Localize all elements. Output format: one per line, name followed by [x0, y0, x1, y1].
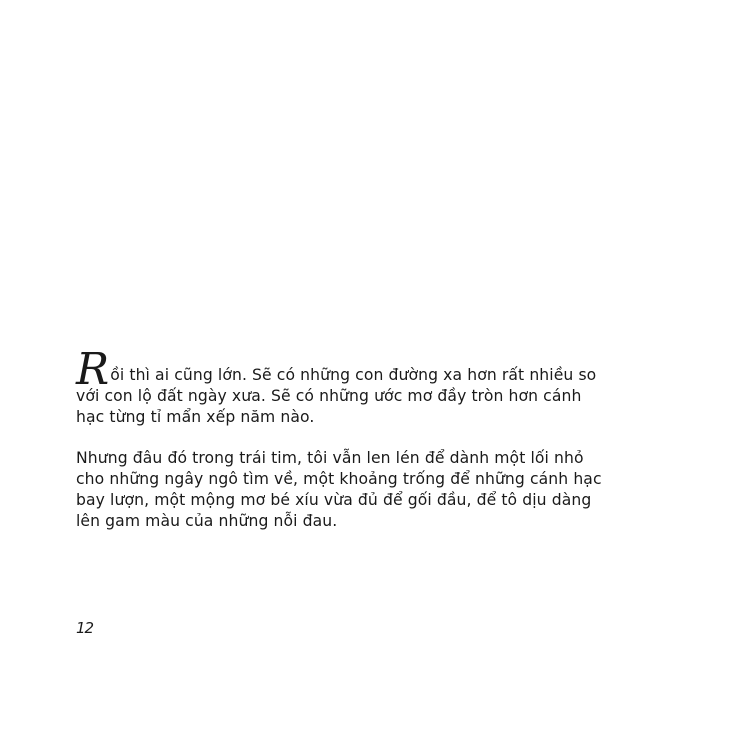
paragraph-2-line-2: cho những ngây ngô tìm về, một khoảng trống để những cánh hạc — [76, 470, 602, 488]
line-text: ồi thì ai cũng lớn. Sẽ có những con đường xa hơn rất nhiều so — [110, 366, 597, 384]
paragraph-2-line-3: bay lượn, một mộng mơ bé xíu vừa đủ để gối đầu, để tô dịu dàng — [76, 491, 592, 509]
paragraph-1-line-3: hạc từng tỉ mẩn xếp năm nào. — [76, 408, 315, 426]
paragraph-1-line-1 — [76, 344, 676, 395]
body-text — [76, 344, 676, 532]
paragraph-2-line-4: lên gam màu của những nỗi đau. — [76, 512, 338, 530]
paragraph-1 — [76, 344, 676, 428]
drop-cap: R — [76, 344, 110, 395]
page-number: 12 — [76, 619, 94, 637]
paragraph-2 — [76, 448, 676, 532]
paragraph-1-line-2: với con lộ đất ngày xưa. Sẽ có những ước mơ đầy tròn hơn cánh — [76, 387, 582, 405]
paragraph-2-line-1: Nhưng đâu đó trong trái tim, tôi vẫn len lén để dành một lối nhỏ — [76, 449, 584, 467]
